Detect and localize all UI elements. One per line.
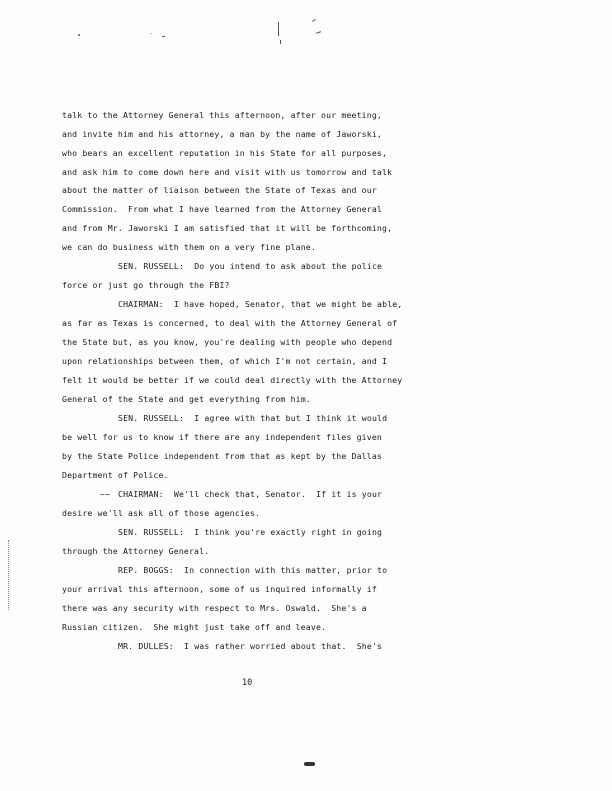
speaker-line: CHAIRMAN: We'll check that, Senator. If it is your	[118, 489, 383, 499]
transcript-line: Commission. From what I have learned from the Attorney General	[62, 204, 382, 214]
speaker-line: SEN. RUSSELL: Do you intend to ask about the police	[118, 261, 383, 271]
speaker-line: REP. BOGGS: In connection with this matter, prior to	[118, 565, 388, 575]
page-number: 10	[242, 678, 253, 688]
speaker-line: CHAIRMAN: I have hoped, Senator, that we might be able,	[118, 299, 403, 309]
transcript-line: and invite him and his attorney, a man by the name of Jaworski,	[62, 129, 382, 139]
scan-artifact-mark	[278, 22, 279, 36]
transcript-line: Department of Police.	[62, 470, 169, 480]
scan-artifact-mark	[312, 19, 316, 22]
transcript-line: General of the State and get everything from him.	[62, 394, 311, 404]
scan-artifact-mark	[316, 31, 321, 34]
stray-mark: -	[150, 30, 153, 38]
transcript-line: we can do business with them on a very fine plane.	[62, 242, 316, 252]
stray-mark: ~~	[100, 489, 111, 499]
scan-artifact-mark	[78, 34, 80, 36]
transcript-line: be well for us to know if there are any independent files given	[62, 432, 382, 442]
transcript-line: your arrival this afternoon, some of us inquired informally if	[62, 584, 377, 594]
transcript-line: and ask him to come down here and visit with us tomorrow and talk	[62, 167, 393, 177]
transcript-line: by the State Police independent from that as kept by the Dallas	[62, 451, 382, 461]
transcript-line: desire we'll ask all of those agencies.	[62, 508, 261, 518]
transcript-line: force or just go through the FBI?	[62, 280, 230, 290]
transcript-line: Russian citizen. She might just take off and leave.	[62, 622, 327, 632]
scan-artifact-mark	[162, 36, 165, 37]
speaker-line: MR. DULLES: I was rather worried about that. She's	[118, 641, 383, 651]
scan-artifact-mark	[280, 40, 281, 44]
transcript-line: felt it would be better if we could deal directly with the Attorney	[62, 375, 403, 385]
speaker-line: SEN. RUSSELL: I agree with that but I think it would	[118, 413, 388, 423]
transcript-line: the State but, as you know, you're dealing with people who depend	[62, 337, 393, 347]
transcript-line: as far as Texas is concerned, to deal with the Attorney General of	[62, 318, 398, 328]
scan-margin-artifact	[8, 540, 10, 610]
transcript-line: about the matter of liaison between the State of Texas and our	[62, 185, 377, 195]
transcript-line: and from Mr. Jaworski I am satisfied that it will be forthcoming,	[62, 223, 393, 233]
transcript-line: through the Attorney General.	[62, 546, 210, 556]
transcript-line: upon relationships between them, of which I'm not certain, and I	[62, 356, 388, 366]
speaker-line: SEN. RUSSELL: I think you're exactly right in going	[118, 527, 383, 537]
transcript-line: talk to the Attorney General this afternoon, after our meeting,	[62, 110, 382, 120]
transcript-line: there was any security with respect to Mrs. Oswald. She's a	[62, 603, 367, 613]
ink-blot-mark	[304, 762, 315, 766]
transcript-line: who bears an excellent reputation in his State for all purposes,	[62, 148, 388, 158]
